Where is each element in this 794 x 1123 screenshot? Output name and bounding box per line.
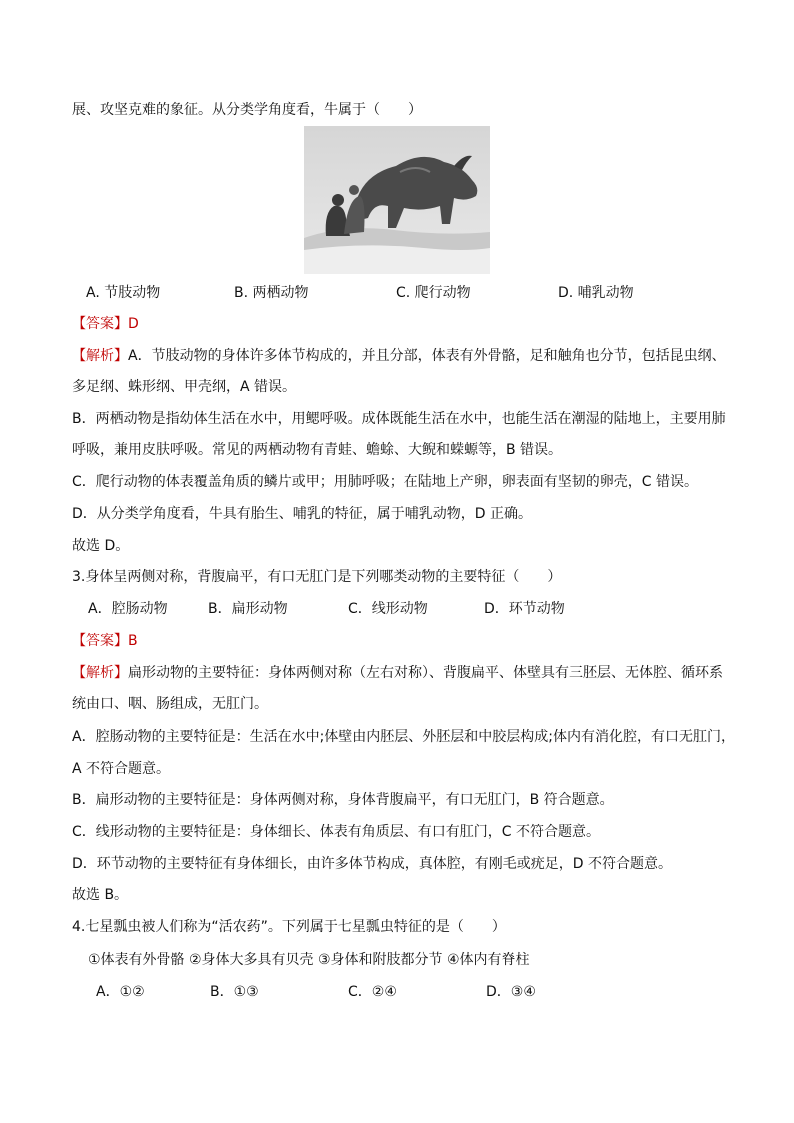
q4-option-b[interactable]: B．①③ [210, 984, 259, 1000]
q4-options [96, 982, 596, 1002]
q2-analysis-line-7: 故选 D。 [72, 538, 130, 554]
analysis-label: 【解析】 [72, 665, 128, 681]
bull-statue-image [304, 126, 490, 274]
q3-stem: 3.身体呈两侧对称，背腹扁平，有口无肛门是下列哪类动物的主要特征（ ） [72, 569, 562, 585]
q3-option-a[interactable]: A．腔肠动物 [88, 601, 168, 617]
answer-label: 【答案】 [72, 633, 128, 649]
q2-analysis-line-5: C．爬行动物的体表覆盖角质的鳞片或甲；用肺呼吸；在陆地上产卵，卵表面有坚韧的卵壳，C 错误。 [72, 474, 698, 490]
q3-analysis-line-4: A 不符合题意。 [72, 761, 171, 777]
q3-analysis-line-2: 统由口、咽、肠组成，无肛门。 [72, 696, 268, 712]
analysis-text: A．节肢动物的身体许多体节构成的，并且分部，体表有外骨骼，足和触角也分节，包括昆虫纲、 [128, 348, 726, 364]
q2-analysis-line-3: B．两栖动物是指幼体生活在水中，用鳃呼吸。成体既能生活在水中，也能生活在潮湿的陆地上，主要用肺 [72, 411, 726, 427]
q2-stem: 展、攻坚克难的象征。从分类学角度看，牛属于（ ） [72, 102, 422, 118]
q2-analysis-line-1 [72, 346, 726, 366]
answer-label: 【答案】 [72, 316, 128, 332]
q2-option-c[interactable]: C. 爬行动物 [396, 285, 471, 301]
q4-option-c[interactable]: C．②④ [348, 984, 397, 1000]
q3-analysis-line-3: A．腔肠动物的主要特征是：生活在水中;体壁由内胚层、外胚层和中胶层构成;体内有消化腔，有口无肛门， [72, 729, 736, 745]
q3-analysis-line-5: B．扁形动物的主要特征是：身体两侧对称，身体背腹扁平，有口无肛门，B 符合题意。 [72, 792, 614, 808]
q3-analysis-line-6: C．线形动物的主要特征是：身体细长、体表有角质层、有口有肛门，C 不符合题意。 [72, 824, 600, 840]
answer-value: B [128, 633, 138, 649]
q4-features: ①体表有外骨骼 ②身体大多具有贝壳 ③身体和附肢都分节 ④体内有脊柱 [88, 952, 530, 968]
q4-option-d[interactable]: D．③④ [486, 984, 536, 1000]
analysis-text: 扁形动物的主要特征：身体两侧对称（左右对称）、背腹扁平、体壁具有三胚层、无体腔、循环系 [128, 665, 723, 681]
q4-stem: 4.七星瓢虫被人们称为“活农药”。下列属于七星瓢虫特征的是（ ） [72, 919, 506, 935]
q2-options [86, 283, 706, 303]
q2-option-a[interactable]: A. 节肢动物 [86, 285, 161, 301]
q3-option-d[interactable]: D．环节动物 [484, 601, 565, 617]
q2-option-b[interactable]: B. 两栖动物 [234, 285, 309, 301]
q3-analysis-line-7: D．环节动物的主要特征有身体细长，由许多体节构成，真体腔，有刚毛或疣足，D 不符合题意。 [72, 856, 673, 872]
q3-analysis-line-1 [72, 663, 723, 683]
q3-options [88, 599, 688, 619]
q2-analysis-line-6: D．从分类学角度看，牛具有胎生、哺乳的特征，属于哺乳动物，D 正确。 [72, 506, 533, 522]
answer-value: D [128, 316, 139, 332]
q2-analysis-line-4: 呼吸，兼用皮肤呼吸。常见的两栖动物有青蛙、蟾蜍、大鲵和蝾螈等，B 错误。 [72, 442, 563, 458]
analysis-label: 【解析】 [72, 348, 128, 364]
q3-answer [72, 631, 138, 651]
q2-option-d[interactable]: D. 哺乳动物 [558, 285, 634, 301]
q4-option-a[interactable]: A．①② [96, 984, 145, 1000]
q3-analysis-line-8: 故选 B。 [72, 887, 129, 903]
q2-answer [72, 314, 139, 334]
q3-option-b[interactable]: B．扁形动物 [208, 601, 288, 617]
q2-analysis-line-2: 多足纲、蛛形纲、甲壳纲，A 错误。 [72, 379, 297, 395]
q3-option-c[interactable]: C．线形动物 [348, 601, 428, 617]
